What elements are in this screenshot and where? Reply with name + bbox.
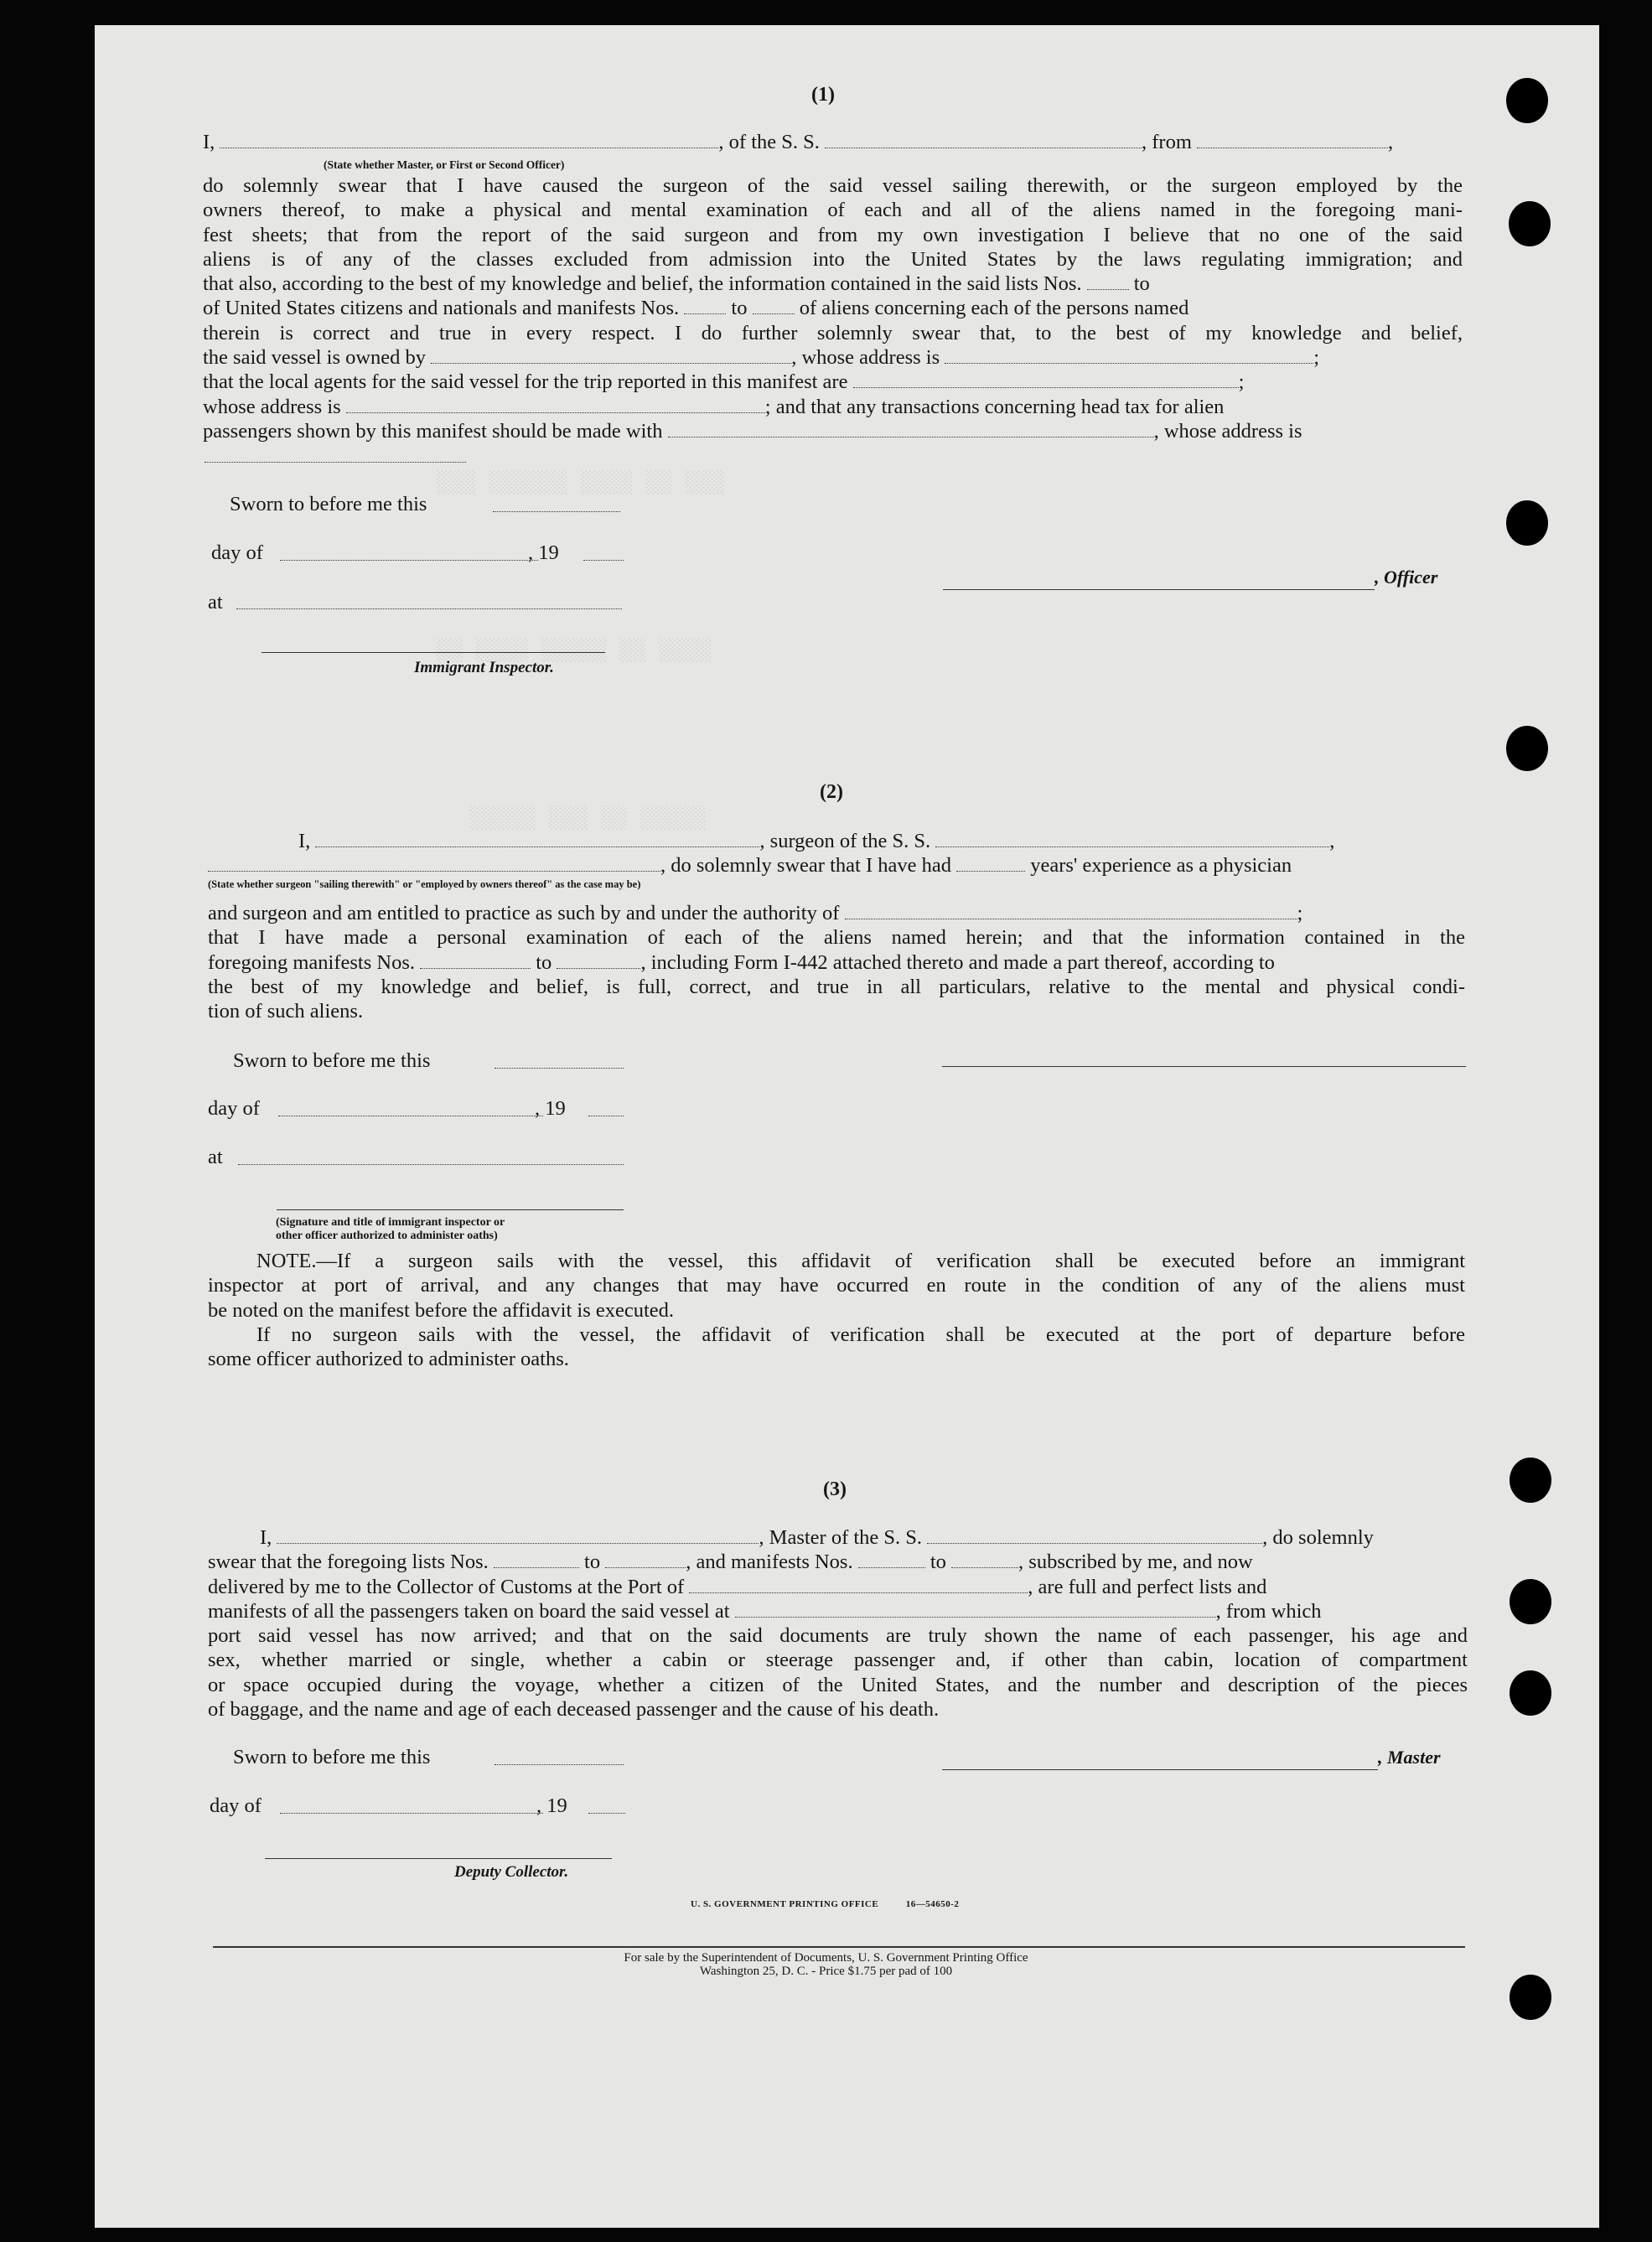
- immigrant-inspector-signature-line[interactable]: [277, 1209, 624, 1210]
- footer-line-2: Washington 25, D. C. - Price $1.75 per pad of 100: [699, 1965, 953, 1978]
- body-line: port said vessel has now arrived; and that on the said documents are truly shown the name of each passenger, his age and: [208, 1624, 1468, 1648]
- body-line: foregoing manifests Nos.: [208, 950, 415, 974]
- section-1-number: (1): [811, 84, 835, 106]
- section-1-body: do solemnly swear that I have caused the surgeon of the said vessel sailing therewith, or the surgeon employed by the owners thereof, to make a physical and mental examination of each and all of the aliens named in the foregoing mani- fest sheets; that from the report of the said surgeon and from my own investigation I believe that no one of the said aliens is of any of the classes excluded from admission into the United States by the laws regulating immigration; and that also, according to the best of my knowledge and belief, the information contained in the said lists Nos. to of United States citizens and nationals and manifests Nos. to of aliens concerning each of the persons named therein is correct and true in every respect. I do further solemnly swear that, to the best of my knowledge and belief, the said vessel is owned by , whose address is ; that the local agents for the said vessel for the trip reported in this manifest are ; whose address is ; and that any transactions concerning head tax for alien passengers shown by this manifest should be made with , whose address is: [203, 174, 1463, 443]
- head-tax-address-line[interactable]: [205, 462, 466, 463]
- body-line: that I have made a personal examination of each of the aliens named herein; and that the information contained in the: [208, 926, 1465, 950]
- body-line: , do solemnly swear that I have had: [660, 854, 951, 877]
- body-line: , do solemnly: [1262, 1526, 1374, 1549]
- vessel-label: , of the S. S.: [718, 131, 820, 153]
- signature-note: other officer authorized to administer oaths): [276, 1230, 498, 1242]
- comma: ,: [1329, 830, 1335, 852]
- body-line: owners thereof, to make a physical and mental examination of each and all of the aliens named in the foregoing mani-: [203, 199, 1463, 222]
- note-line: be noted on the manifest before the affidavit is executed.: [208, 1298, 675, 1322]
- manifests-to-field[interactable]: [951, 1552, 1018, 1568]
- sworn-label: Sworn to before me this: [233, 1049, 431, 1072]
- surgeon-name-field[interactable]: [315, 831, 759, 847]
- officer-signature-line[interactable]: [943, 589, 1375, 590]
- deputy-collector-label: Deputy Collector.: [454, 1863, 569, 1881]
- punch-hole: [1510, 1975, 1551, 2020]
- body-line: the best of my knowledge and belief, is full, correct, and true in all particulars, relative to the mental and physical condi-: [208, 975, 1465, 998]
- punch-hole: [1506, 726, 1548, 771]
- at-label: at: [208, 591, 223, 614]
- section-2-experience-line: [208, 854, 1292, 878]
- manifests-from-field[interactable]: [684, 298, 726, 314]
- officer-label: , Officer: [1375, 567, 1438, 588]
- sworn-date-field[interactable]: [493, 511, 620, 512]
- inspector-label: Immigrant Inspector.: [414, 659, 554, 676]
- day-of-field[interactable]: [280, 1813, 543, 1814]
- body-line: sex, whether married or single, whether a cabin or steerage passenger and, if other than cabin, location of compartment: [208, 1649, 1468, 1672]
- vessel-name-field[interactable]: [825, 132, 1142, 148]
- bleed-through-decoration: ░░░░░ ░░ ░░░ ░░░░░: [469, 805, 705, 830]
- punch-hole: [1506, 78, 1548, 123]
- body-line: , are full and perfect lists and: [1028, 1575, 1267, 1598]
- punch-hole: [1510, 1670, 1551, 1716]
- body-line: manifests of all the passengers taken on board the said vessel at: [208, 1599, 730, 1623]
- comma: ,: [1388, 131, 1394, 153]
- to-label: to: [731, 297, 748, 320]
- body-line: the said vessel is owned by: [203, 346, 427, 370]
- year-field[interactable]: [583, 560, 624, 561]
- to-label: to: [536, 950, 552, 974]
- day-of-field[interactable]: [280, 560, 538, 561]
- to-label: to: [584, 1551, 601, 1574]
- lists-from-field[interactable]: [1087, 274, 1129, 290]
- port-of-arrival-field[interactable]: [689, 1577, 1028, 1593]
- bleed-through-decoration: ░░░░ ░░ ░░░░░ ░░░░ ░░: [436, 637, 711, 662]
- body-line: swear that the foregoing lists Nos.: [208, 1551, 489, 1574]
- body-line: , whose address is: [791, 346, 940, 370]
- manifests-from-field[interactable]: [858, 1552, 925, 1568]
- sworn-date-field[interactable]: [495, 1764, 624, 1765]
- master-label: , Master: [1378, 1747, 1441, 1768]
- officer-note: (State whether Master, or First or Second Officer): [324, 158, 565, 171]
- surgeon-manifests-to-field[interactable]: [557, 953, 640, 969]
- head-tax-agent-field[interactable]: [668, 422, 1154, 438]
- to-label: to: [930, 1551, 946, 1574]
- oath-i-label: I,: [203, 131, 215, 153]
- body-line: that the local agents for the said vessel for the trip reported in this manifest are: [203, 370, 848, 394]
- officer-name-field[interactable]: [220, 132, 718, 148]
- section-3-body: [208, 1525, 1468, 1722]
- year-label: , 19: [536, 1794, 567, 1817]
- authority-field[interactable]: [845, 904, 1297, 919]
- body-line: or space occupied during the voyage, whether a citizen of the United States, and the number and description of the pieces: [208, 1673, 1468, 1696]
- surgeon-type-field[interactable]: [208, 856, 660, 872]
- surgeon-note: (State whether surgeon "sailing therewith" or "employed by owners thereof" as the case may be): [208, 878, 641, 890]
- body-line: of United States citizens and nationals and manifests Nos.: [203, 297, 680, 320]
- deputy-collector-signature-line[interactable]: [265, 1858, 612, 1859]
- master-vessel-field[interactable]: [927, 1528, 1262, 1544]
- oath-i-label: I,: [298, 830, 311, 852]
- punch-hole: [1509, 201, 1551, 246]
- body-line: and surgeon and am entitled to practice as such by and under the authority of: [208, 902, 840, 924]
- punch-hole: [1510, 1458, 1551, 1503]
- surgeon-manifests-from-field[interactable]: [420, 953, 531, 969]
- from-label: , from: [1142, 131, 1192, 153]
- section-1-oath-line: [203, 131, 1393, 154]
- note-line: some officer authorized to administer oaths.: [208, 1348, 569, 1371]
- body-line: , from which: [1215, 1599, 1322, 1623]
- body-line: tion of such aliens.: [208, 1000, 364, 1023]
- from-port-field[interactable]: [1197, 132, 1388, 148]
- oath-i-label: I,: [260, 1526, 272, 1549]
- day-of-label: day of: [210, 1794, 262, 1817]
- master-vessel-label: , Master of the S. S.: [759, 1526, 923, 1549]
- at-field[interactable]: [236, 608, 622, 609]
- punch-hole: [1506, 500, 1548, 546]
- inspector-signature-line[interactable]: [262, 652, 605, 653]
- lists-to-field[interactable]: [605, 1552, 686, 1568]
- body-line: ; and that any transactions concerning head tax for alien: [764, 395, 1225, 418]
- section-3-number: (3): [823, 1478, 847, 1500]
- body-line: of aliens concerning each of the persons named: [799, 297, 1189, 320]
- sworn-date-field[interactable]: [495, 1068, 624, 1069]
- to-label: to: [1133, 272, 1150, 296]
- body-line: therein is correct and true in every respect. I do further solemnly swear that, to the best of my knowledge and belief,: [203, 321, 1463, 344]
- agents-field[interactable]: [853, 372, 1239, 388]
- printing-office-mark: U. S. GOVERNMENT PRINTING OFFICE 16—54650-2: [691, 1899, 960, 1909]
- body-line: , subscribed by me, and now: [1018, 1551, 1253, 1574]
- surgeon-note-paragraph: [208, 1249, 1465, 1371]
- sworn-label: Sworn to before me this: [233, 1746, 431, 1768]
- agents-address-field[interactable]: [346, 397, 765, 413]
- sworn-label: Sworn to before me this: [230, 493, 427, 515]
- section-2-body: and surgeon and am entitled to practice as such by and under the authority of ; that I have made a personal examination of each of the aliens named herein; and that the information contained in the foregoing manifests Nos. to , including Form I-442 attached thereto and made a part thereof, according to the best of my knowledge and belief, is full, correct, and true in all particulars, relative to the mental and physical condi- tion of such aliens.: [208, 902, 1465, 1023]
- body-line: , and manifests Nos.: [686, 1551, 853, 1574]
- surgeon-vessel-label: , surgeon of the S. S.: [759, 830, 931, 852]
- body-line: aliens is of any of the classes excluded from admission into the United States by the laws regulating immigration; and: [203, 247, 1463, 271]
- body-line: do solemnly swear that I have caused the surgeon of the said vessel sailing therewith, or the surgeon employed by the: [203, 174, 1463, 197]
- footer-rule: [213, 1946, 1465, 1948]
- surgeon-signature-line[interactable]: [942, 1066, 1466, 1067]
- body-line: years' experience as a physician: [1030, 854, 1292, 877]
- note-line: inspector at port of arrival, and any changes that may have occurred en route in the condition of any of the aliens must: [208, 1274, 1465, 1297]
- bleed-through-decoration: ░░░ ░░ ░░░░ ░░░░░░ ░░░: [436, 469, 724, 494]
- body-line: , including Form I-442 attached thereto and made a part thereof, according to: [640, 950, 1275, 974]
- section-2-number: (2): [820, 781, 843, 803]
- body-line: of baggage, and the name and age of each deceased passenger and the cause of his death.: [208, 1698, 940, 1722]
- master-name-field[interactable]: [277, 1528, 759, 1544]
- year-label: , 19: [528, 541, 559, 564]
- years-field[interactable]: [956, 856, 1025, 872]
- section-2-oath-line: [298, 830, 1334, 853]
- surgeon-vessel-field[interactable]: [935, 831, 1329, 847]
- manifests-to-field[interactable]: [753, 298, 795, 314]
- footer-line-1: For sale by the Superintendent of Documents, U. S. Government Printing Office: [624, 1951, 1028, 1965]
- year-field[interactable]: [588, 1813, 625, 1814]
- port-of-departure-field[interactable]: [735, 1602, 1216, 1618]
- body-line: whose address is: [203, 395, 341, 418]
- body-line: that also, according to the best of my knowledge and belief, the information contained in the said lists Nos.: [203, 272, 1082, 296]
- body-line: passengers shown by this manifest should be made with: [203, 419, 663, 443]
- body-line: fest sheets; that from the report of the said surgeon and from my own investigation I believe that no one of the said: [203, 223, 1463, 246]
- at-label: at: [208, 1146, 223, 1168]
- punch-hole: [1510, 1579, 1551, 1624]
- at-field[interactable]: [238, 1164, 624, 1165]
- note-line: NOTE.—If a surgeon sails with the vessel, this affidavit of verification shall be executed before an immigrant: [256, 1250, 1465, 1272]
- day-of-label: day of: [211, 541, 263, 564]
- body-line: delivered by me to the Collector of Customs at the Port of: [208, 1575, 685, 1598]
- signature-note: (Signature and title of immigrant inspector or: [276, 1216, 505, 1229]
- lists-from-field[interactable]: [494, 1552, 579, 1568]
- day-of-label: day of: [208, 1097, 260, 1120]
- body-line: , whose address is: [1153, 419, 1302, 443]
- year-label: , 19: [535, 1097, 566, 1120]
- master-signature-line[interactable]: [942, 1769, 1378, 1770]
- owner-address-field[interactable]: [945, 348, 1313, 364]
- note-line: If no surgeon sails with the vessel, the affidavit of verification shall be executed at the port of departure before: [256, 1323, 1465, 1346]
- owner-field[interactable]: [431, 348, 791, 364]
